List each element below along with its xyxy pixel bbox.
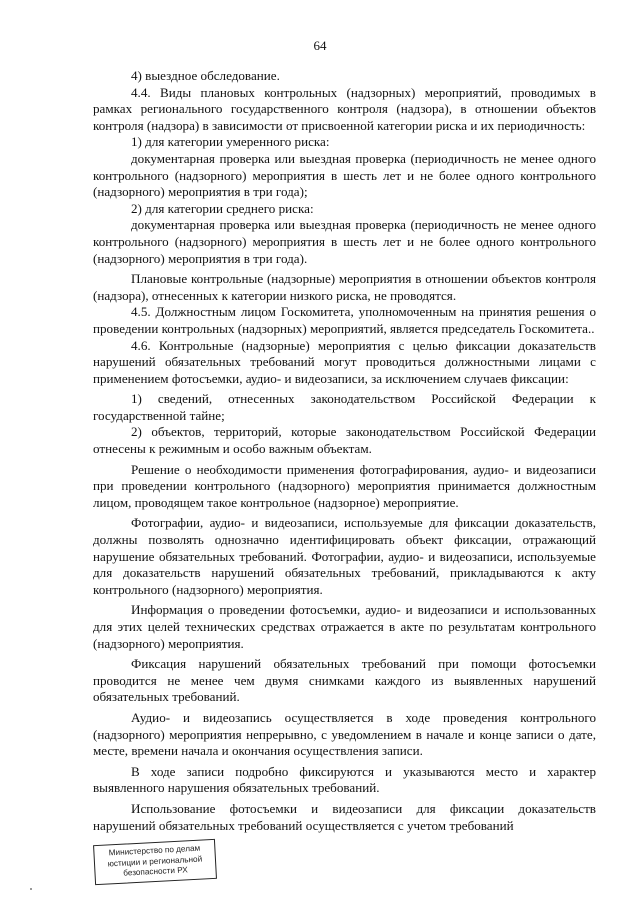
stamp-line: безопасности РХ (123, 865, 188, 878)
paragraph: Аудио- и видеозапись осуществляется в ходе проведения контрольного (надзорного) мероприятия непрерывно, с уведомлением в начале и конце записи о дате, месте, времени начала и окончания осуществления записи. (93, 709, 596, 759)
paragraph: документарная проверка или выездная проверка (периодичность не менее одного контрольного (надзорного) мероприятия в шесть лет и не более одного контрольного (надзорного) мероприятия в три года); (93, 150, 596, 200)
paragraph: В ходе записи подробно фиксируются и указываются место и характер выявленного нарушения обязательных требований. (93, 763, 596, 796)
paragraph: Плановые контрольные (надзорные) мероприятия в отношении объектов контроля (надзора), отнесенных к категории низкого риска, не проводятся. (93, 271, 596, 303)
paragraph: 2) объектов, территорий, которые законодательством Российской Федерации отнесены к режимным и особо важным объектам. (93, 424, 596, 457)
page-number: 64 (313, 38, 327, 53)
ministry-stamp (93, 839, 217, 885)
paragraph: 4.6. Контрольные (надзорные) мероприятия с целью фиксации доказательств нарушений обязательных требований могут проводиться должностными лицами с применением фотосъемки, аудио- и видеозаписи, за исключением случаев фиксации: (93, 337, 596, 386)
document-body (93, 68, 596, 834)
paragraph: 1) сведений, отнесенных законодательством Российской Федерации к государственной тайне; (93, 391, 596, 423)
paragraph: 4.4. Виды плановых контрольных (надзорных) мероприятий, проводимых в рамках регионального государственного контроля (надзора), в отношении объектов контроля (надзора) в зависимости от присвоенной категории риска и их периодичность: (93, 84, 596, 133)
stamp-line: юстиции и региональной (107, 854, 203, 868)
paragraph: Решение о необходимости применения фотографирования, аудио- и видеозаписи при проведении контрольного (надзорного) мероприятия принимается должностным лицом, проводящем такое контрольное (надзорное) мероприятие. (93, 461, 596, 510)
paragraph: Информация о проведении фотосъемки, аудио- и видеозаписи и использованных для этих целей технических средствах отражается в акте по результатам контрольного (надзорного) мероприятия. (93, 602, 596, 651)
scan-artifact (30, 888, 32, 890)
paragraph: Фотографии, аудио- и видеозаписи, используемые для фиксации доказательств, должны позволять однозначно идентифицировать объект фиксации, отражающий нарушение обязательных требований. Фотографии, аудио- и видеозаписи, используемые для доказательств нарушений обязательных требований, прикладываются к акту контрольного (надзорного) мероприятия. (93, 515, 596, 597)
paragraph: 4.5. Должностным лицом Госкомитета, уполномоченным на принятия решения о проведении контрольных (надзорных) мероприятий, является председатель Госкомитета.. (93, 304, 596, 336)
paragraph: 4) выездное обследование. (131, 68, 280, 83)
stamp-line: Министерство по делам (108, 843, 201, 858)
paragraph: 2) для категории среднего риска: (131, 200, 314, 216)
paragraph: Фиксация нарушений обязательных требований при помощи фотосъемки проводится не менее чем двумя снимками каждого из выявленных нарушений обязательных требований. (93, 656, 596, 705)
paragraph: 1) для категории умеренного риска: (131, 134, 330, 150)
paragraph: Использование фотосъемки и видеозаписи для фиксации доказательств нарушений обязательных требований осуществляется с учетом требований (93, 800, 596, 833)
paragraph: документарная проверка или выездная проверка (периодичность не менее одного контрольного (надзорного) мероприятия в шесть лет и не более одного контрольного (надзорного) мероприятия в три года). (93, 217, 596, 266)
